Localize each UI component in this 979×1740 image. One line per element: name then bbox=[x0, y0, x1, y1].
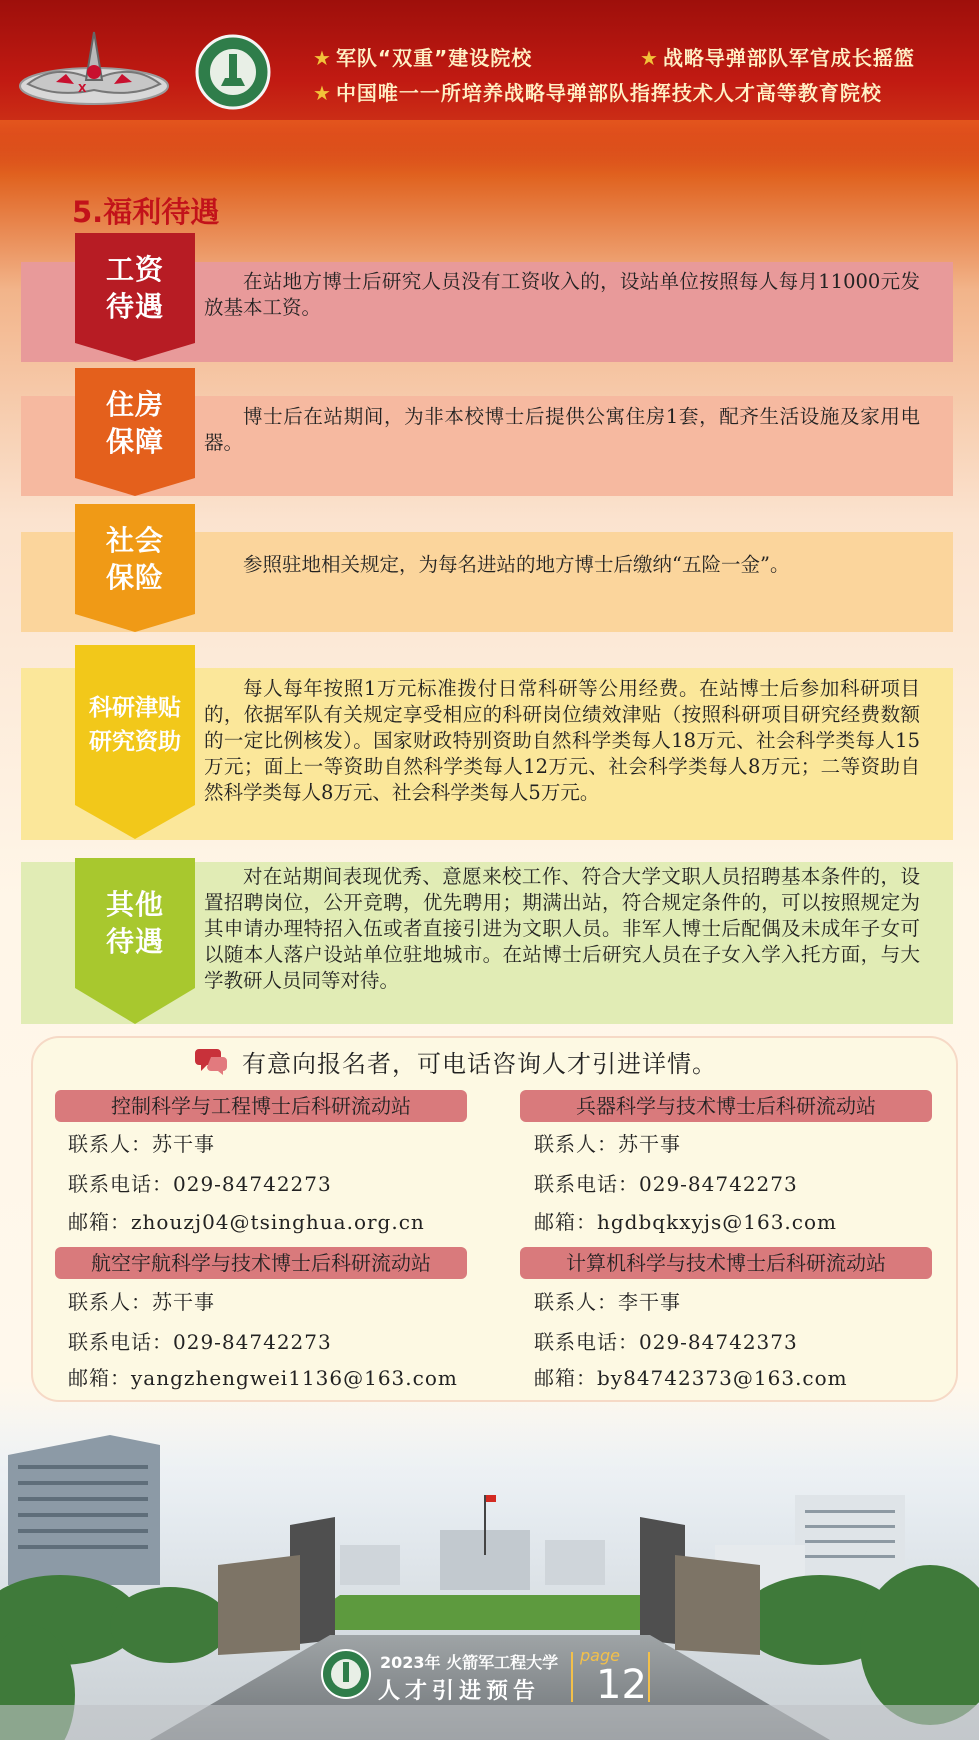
contact-person: 联系人：苏干事 bbox=[68, 1132, 215, 1156]
svg-text:X: X bbox=[78, 82, 87, 95]
tag-line-2: 保险 bbox=[105, 561, 164, 594]
contact-email[interactable]: 邮箱：yangzhengwei1136@163.com bbox=[68, 1366, 458, 1390]
contact-person: 联系人：李干事 bbox=[534, 1290, 681, 1314]
station-control-science: 控制科学与工程博士后科研流动站 bbox=[55, 1090, 467, 1122]
contact-email[interactable]: 邮箱：zhouzj04@tsinghua.org.cn bbox=[68, 1210, 425, 1234]
contact-person: 联系人：苏干事 bbox=[68, 1290, 215, 1314]
station-computer-science: 计算机科学与技术博士后科研流动站 bbox=[520, 1247, 932, 1279]
benefit-text-salary: 在站地方博士后研究人员没有工资收入的，设站单位按照每人每月11000元发放基本工资。 bbox=[204, 270, 920, 319]
benefit-tag-housing bbox=[75, 368, 195, 478]
footer-year-line: 2023年 火箭军工程大学 bbox=[380, 1653, 559, 1672]
benefit-tag-salary bbox=[75, 233, 195, 343]
star-icon: ★ bbox=[640, 46, 659, 70]
slogan-1 bbox=[313, 42, 532, 71]
tag-line-1: 住房 bbox=[105, 388, 164, 421]
contact-phone[interactable]: 联系电话：029-84742273 bbox=[68, 1172, 332, 1196]
contact-phone[interactable]: 联系电话：029-84742273 bbox=[68, 1330, 332, 1354]
benefit-text-insurance: 参照驻地相关规定，为每名进站的地方博士后缴纳“五险一金”。 bbox=[243, 553, 790, 576]
benefit-text-housing: 博士后在站期间，为非本校博士后提供公寓住房1套，配齐生活设施及家用电器。 bbox=[204, 405, 920, 454]
tag-line-1: 科研津贴 bbox=[89, 695, 181, 721]
university-seal-icon bbox=[320, 1648, 372, 1700]
tag-line-2: 待遇 bbox=[105, 925, 164, 958]
station-weapon-science: 兵器科学与技术博士后科研流动站 bbox=[520, 1090, 932, 1122]
slogan-2-text: 战略导弹部队军官成长摇篮 bbox=[662, 46, 915, 70]
slogan-1-text: 军队“双重”建设院校 bbox=[335, 46, 533, 70]
section-title: 5.福利待遇 bbox=[72, 195, 220, 229]
footer-divider bbox=[648, 1652, 650, 1702]
tag-line-2: 待遇 bbox=[105, 290, 164, 323]
benefit-tag-research bbox=[75, 645, 195, 805]
tag-line-1: 社会 bbox=[105, 524, 164, 557]
benefit-tag-other bbox=[75, 858, 195, 988]
missile-emblem bbox=[16, 28, 172, 112]
tag-line-1: 其他 bbox=[105, 888, 164, 921]
page-number: 12 bbox=[596, 1662, 647, 1708]
chat-bubble-icon bbox=[195, 1045, 229, 1075]
header-glow bbox=[0, 120, 979, 180]
tag-arrow bbox=[75, 805, 195, 839]
footer-title: 人才引进预告 bbox=[378, 1679, 541, 1704]
contact-phone[interactable]: 联系电话：029-84742373 bbox=[534, 1330, 798, 1354]
contact-person: 联系人：苏干事 bbox=[534, 1132, 681, 1156]
contact-phone[interactable]: 联系电话：029-84742273 bbox=[534, 1172, 798, 1196]
contact-email[interactable]: 邮箱：hgdbqkxyjs@163.com bbox=[534, 1210, 837, 1234]
slogan-3-text: 中国唯一一所培养战略导弹部队指挥技术人才高等教育院校 bbox=[335, 81, 882, 105]
tag-line-2: 保障 bbox=[105, 425, 164, 458]
contact-email[interactable]: 邮箱：by84742373@163.com bbox=[534, 1366, 848, 1390]
tag-line-1: 工资 bbox=[105, 253, 164, 286]
slogan-3 bbox=[313, 77, 882, 106]
benefit-tag-insurance bbox=[75, 504, 195, 614]
tag-arrow bbox=[75, 478, 195, 496]
star-icon: ★ bbox=[313, 81, 332, 105]
tag-line-2: 研究资助 bbox=[89, 729, 181, 755]
tag-arrow bbox=[75, 614, 195, 632]
contact-heading: 有意向报名者，可电话咨询人才引进详情。 bbox=[242, 1050, 717, 1078]
star-icon: ★ bbox=[313, 46, 332, 70]
tag-arrow bbox=[75, 343, 195, 361]
university-seal-icon bbox=[195, 34, 271, 110]
slogan-2 bbox=[640, 42, 915, 71]
page-label: page bbox=[580, 1646, 620, 1665]
benefit-text-other: 对在站期间表现优秀、意愿来校工作、符合大学文职人员招聘基本条件的，设置招聘岗位，公开竞聘，优先聘用；期满出站，符合规定条件的，可以按照规定为其申请办理特招入伍或者直接引进为文职人员。非军人博士后配偶及未成年子女可以随本人落户设站单位驻地城市。在站博士后研究人员在子女入学入托方面，与大学教研人员同等对待。 bbox=[204, 865, 920, 992]
benefit-text-research: 每人每年按照1万元标准拨付日常科研等公用经费。在站博士后参加科研项目的，依据军队有关规定享受相应的科研岗位绩效津贴（按照科研项目研究经费数额的一定比例核发）。国家财政特别资助自然科学类每人18万元、社会科学类每人15万元；面上一等资助自然科学类每人12万元、社会科学类每人8万元；二等资助自然科学类每人8万元、社会科学类每人5万元。 bbox=[204, 677, 920, 804]
tag-arrow bbox=[75, 988, 195, 1024]
station-aerospace: 航空宇航科学与技术博士后科研流动站 bbox=[55, 1247, 467, 1279]
footer-divider bbox=[571, 1652, 573, 1702]
